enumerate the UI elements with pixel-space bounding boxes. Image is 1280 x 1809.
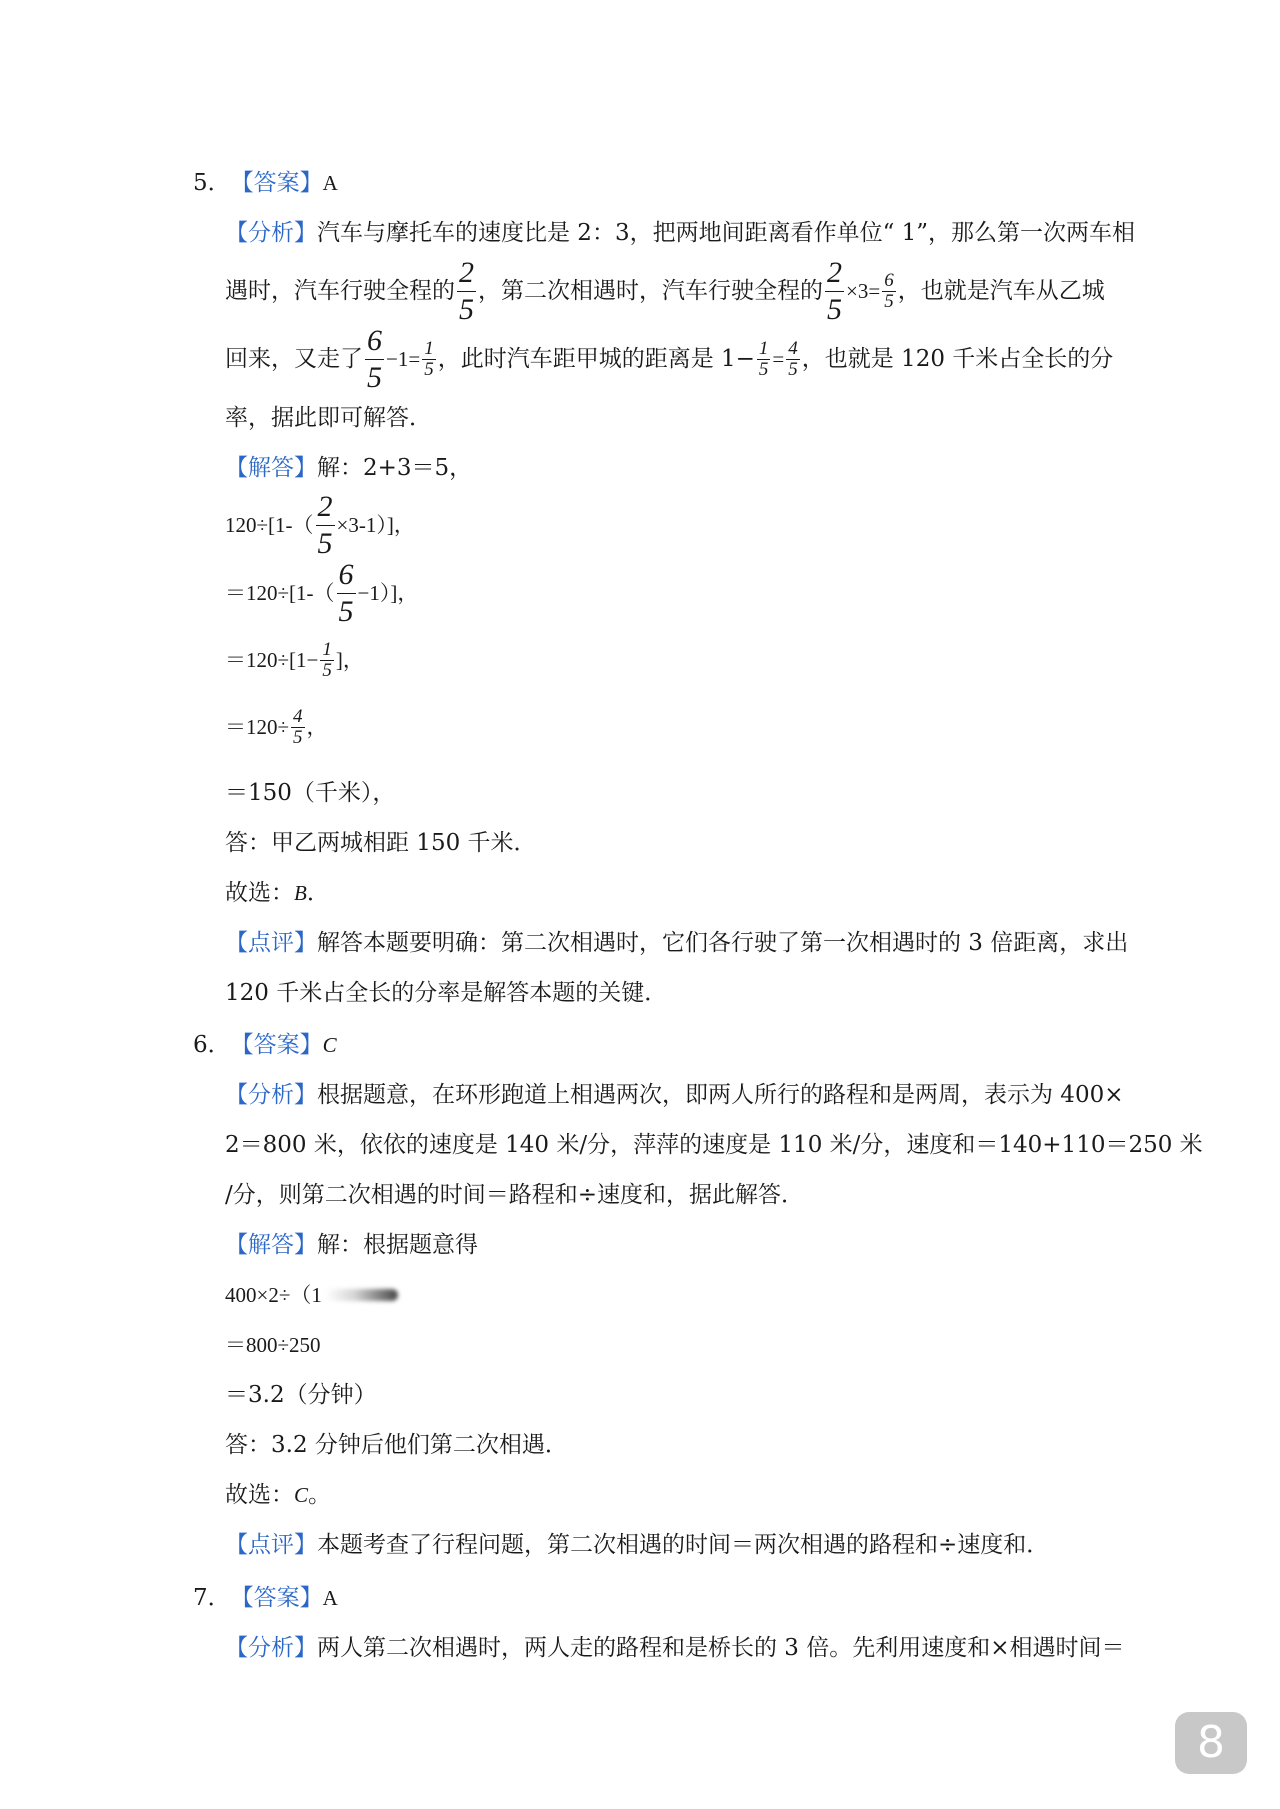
text: 答：3.2 分钟后他们第二次相遇．: [225, 1432, 568, 1458]
text: ]，: [335, 648, 364, 672]
text: ，也就是 120 千米占全长的分: [801, 346, 1114, 372]
fraction: [291, 707, 305, 748]
q6-analysis-line-2: [225, 1130, 1203, 1160]
fraction: [337, 557, 356, 630]
text: ＝120÷[1-（: [225, 581, 335, 605]
text: 120 千米占全长的分率是解答本题的关键．: [225, 980, 668, 1006]
text: 400×2÷（1: [225, 1283, 322, 1307]
q5-choice-line: [225, 878, 330, 908]
q5-step-1: [225, 490, 415, 560]
q6-answer-line: [193, 1030, 337, 1060]
text: −1）]，: [357, 581, 419, 605]
numerator: 2: [317, 489, 333, 523]
text: ＝3.2（分钟）: [225, 1382, 377, 1408]
analysis-tag: 【分析】: [225, 220, 317, 246]
denominator: 5: [338, 594, 354, 628]
numerator: 2: [459, 255, 474, 289]
fraction: [882, 271, 896, 312]
text: ，也就是汽车从乙城: [897, 278, 1105, 304]
text: 解：2+3＝5，: [317, 455, 473, 481]
analysis-tag: 【分析】: [225, 1082, 317, 1108]
q5-step-4: [225, 702, 328, 752]
comment-tag: 【点评】: [225, 930, 317, 956]
text: 本题考查了行程问题，第二次相遇的时间＝两次相遇的路程和÷速度和．: [317, 1532, 1050, 1558]
question-number: 6．: [193, 1032, 231, 1058]
text: 两人第二次相遇时，两人走的路程和是桥长的 3 倍。先利用速度和×相遇时间＝: [317, 1635, 1125, 1661]
text: 汽车与摩托车的速度比是 2：3，把两地间距离看作单位“ 1”，那么第一次两车相: [317, 220, 1136, 246]
denominator: 5: [788, 358, 798, 380]
numerator: 6: [338, 557, 354, 591]
q5-step-5: [225, 778, 395, 808]
q6-analysis-line-1: [225, 1080, 1123, 1110]
fraction: [422, 339, 436, 380]
answer-tag: 【答案】: [230, 1032, 323, 1058]
answer-tag: 【答案】: [230, 1585, 323, 1611]
denominator: 5: [322, 659, 332, 681]
text: 答：甲乙两城相距 150 千米．: [225, 830, 537, 856]
text: /分，则第二次相遇的时间＝路程和÷速度和，据此解答．: [225, 1182, 805, 1208]
q6-step-1: [225, 1280, 398, 1310]
text: =: [772, 347, 785, 371]
q5-solution-line: [225, 453, 472, 483]
text: 根据题意，在环形跑道上相遇两次，即两人所行的路程和是两周，表示为 400×: [317, 1082, 1124, 1108]
q5-answer-sentence: [225, 828, 537, 858]
fraction: [457, 255, 476, 328]
q6-comment-line-1: [225, 1530, 1049, 1560]
fraction: [757, 339, 771, 380]
q7-analysis-line-1: [225, 1633, 1125, 1663]
q5-comment-line-1: [225, 928, 1128, 958]
fraction: [786, 339, 800, 380]
solution-tag: 【解答】: [225, 1232, 317, 1258]
answer-value: A: [322, 1586, 338, 1610]
numerator: 2: [827, 255, 842, 289]
text: ＝150（千米），: [225, 780, 396, 806]
numerator: 1: [322, 638, 332, 660]
numerator: 6: [884, 269, 894, 291]
text: 120÷[1-（: [225, 513, 314, 537]
text: ＝120÷[1−: [225, 648, 319, 672]
choice-value: B: [294, 881, 307, 905]
text: ×3=: [846, 279, 881, 303]
text: ，: [306, 715, 328, 739]
denominator: 5: [827, 292, 842, 326]
denominator: 5: [367, 360, 382, 394]
text: 2＝800 米，依依的速度是 140 米/分，萍萍的速度是 110 米/分，速度和＝140+110＝250 米: [225, 1132, 1203, 1158]
choice-value: C: [294, 1483, 309, 1507]
q5-analysis-line-1: [225, 218, 1135, 248]
text: ＝120÷: [225, 715, 290, 739]
numerator: 6: [367, 323, 382, 357]
fraction: [316, 489, 335, 562]
q6-solution-line: [225, 1230, 478, 1260]
text: ，第二次相遇时，汽车行驶全程的: [478, 278, 823, 304]
text: 解：根据题意得: [317, 1232, 478, 1258]
text: −1=: [386, 347, 421, 371]
denominator: 5: [317, 526, 333, 560]
text: 解答本题要明确：第二次相遇时，它们各行驶了第一次相遇时的 3 倍距离，求出: [317, 930, 1129, 956]
solution-tag: 【解答】: [225, 455, 317, 481]
text: ．: [306, 880, 330, 906]
redacted-blur: [326, 1289, 398, 1301]
text: 故选：: [225, 880, 294, 906]
denominator: 5: [758, 358, 769, 380]
text: 率，据此即可解答．: [225, 405, 432, 431]
fraction: [365, 323, 384, 396]
q7-answer-line: [193, 1583, 338, 1613]
q5-analysis-line-3: [225, 324, 1113, 394]
text: ，此时汽车距甲城的距离是 1−: [437, 346, 755, 372]
q5-step-3: [225, 635, 364, 685]
q5-step-2: [225, 558, 418, 628]
numerator: 4: [788, 337, 798, 359]
q5-comment-line-2: [225, 978, 667, 1008]
denominator: 5: [459, 292, 474, 326]
q5-answer-line: [193, 168, 338, 198]
answer-tag: 【答案】: [230, 170, 323, 196]
numerator: 1: [424, 337, 434, 359]
answer-value: A: [322, 171, 338, 195]
q6-step-2: [225, 1330, 321, 1360]
q5-analysis-line-2: [225, 256, 1105, 326]
text: 遇时，汽车行驶全程的: [225, 278, 455, 304]
fraction: [320, 640, 334, 681]
denominator: 5: [884, 290, 894, 312]
q6-step-3: [225, 1380, 377, 1410]
q5-analysis-line-4: [225, 403, 432, 433]
numerator: 4: [293, 705, 303, 727]
comment-tag: 【点评】: [225, 1532, 317, 1558]
fraction: [825, 255, 844, 328]
answer-value: C: [322, 1033, 337, 1057]
text: 故选：: [225, 1482, 294, 1508]
q6-choice-line: [225, 1480, 331, 1510]
denominator: 5: [293, 726, 303, 748]
denominator: 5: [424, 358, 434, 380]
text: 。: [308, 1482, 332, 1508]
text: ＝800÷250: [225, 1333, 321, 1357]
q6-analysis-line-3: [225, 1180, 804, 1210]
page-number-badge: 8: [1175, 1712, 1247, 1774]
text: 回来，又走了: [225, 346, 363, 372]
question-number: 5．: [193, 170, 231, 196]
q6-answer-sentence: [225, 1430, 568, 1460]
analysis-tag: 【分析】: [225, 1635, 317, 1661]
numerator: 1: [758, 337, 769, 359]
text: ×3-1）]，: [336, 513, 415, 537]
question-number: 7．: [193, 1585, 231, 1611]
